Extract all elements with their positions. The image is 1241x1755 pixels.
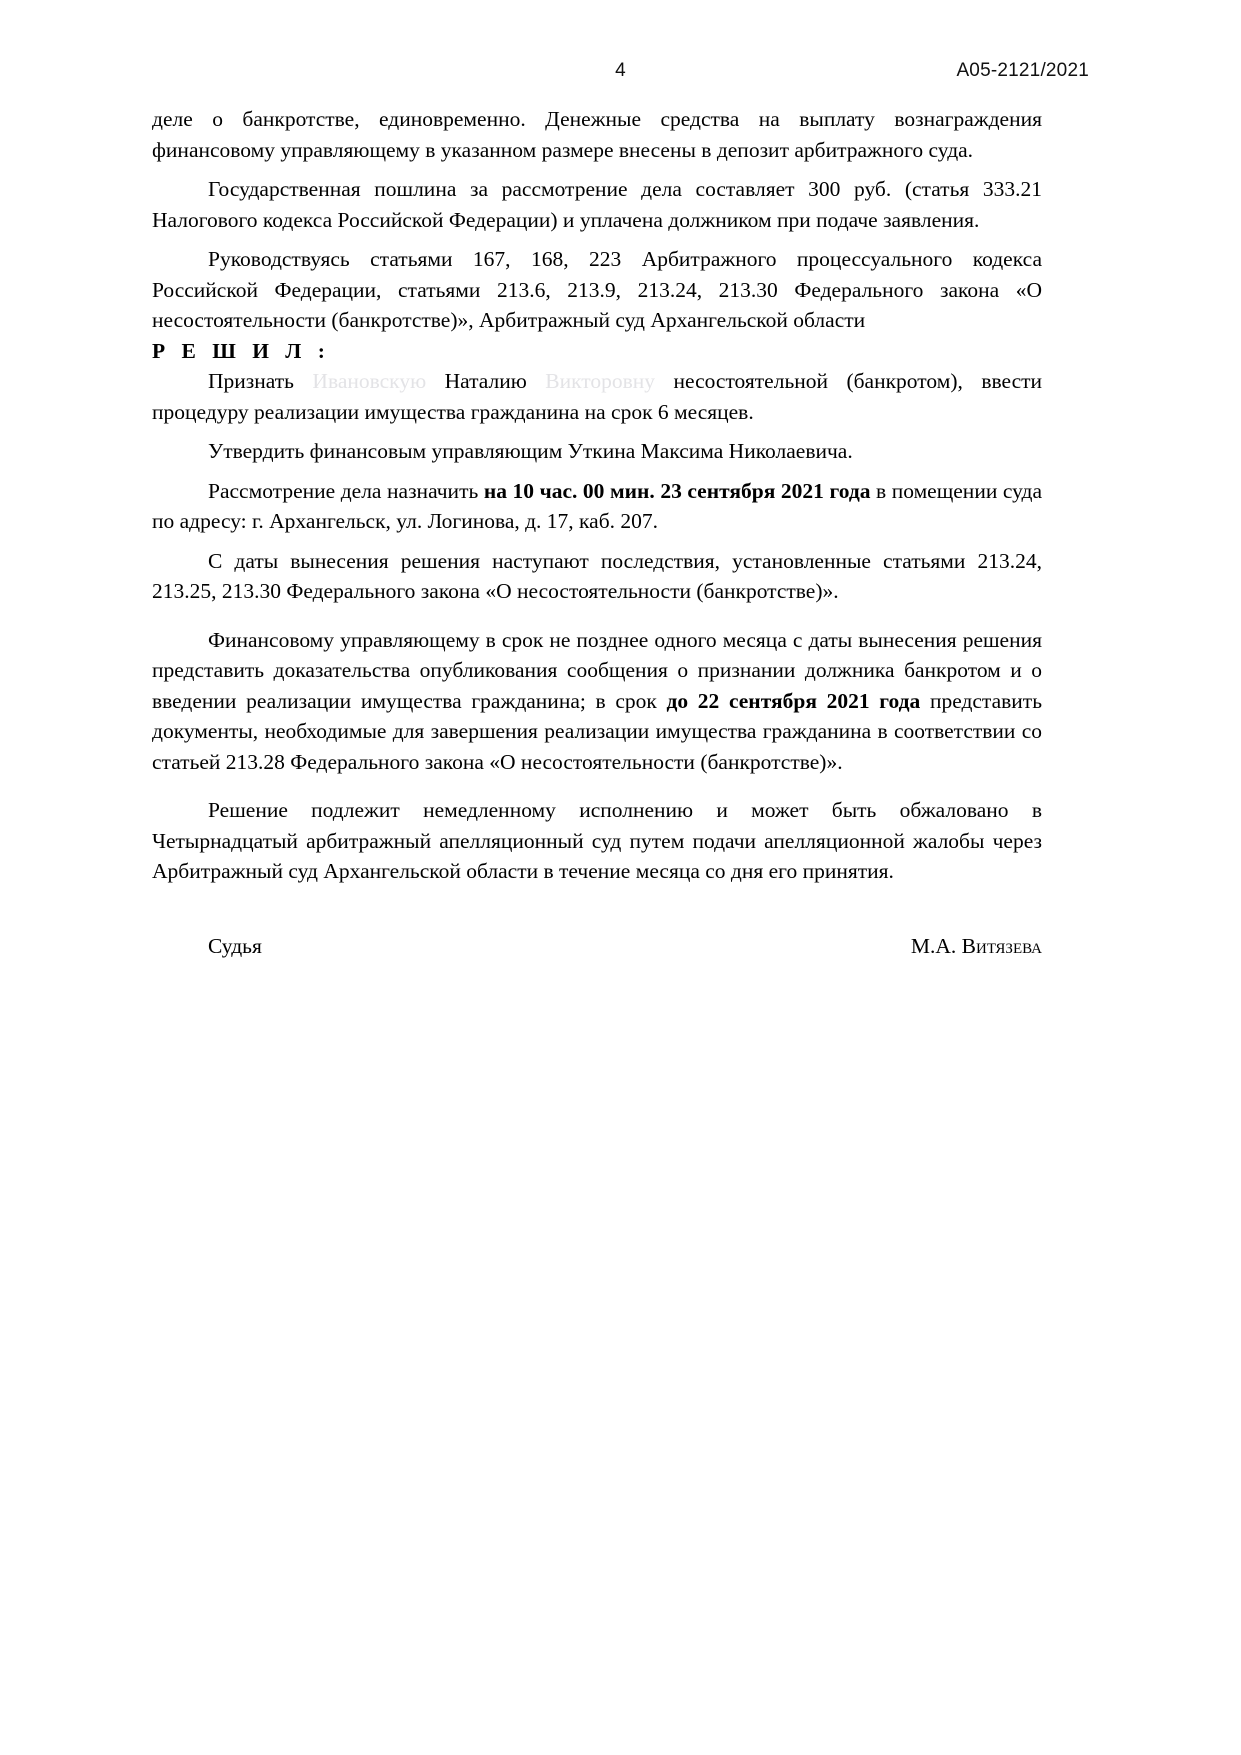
judge-role-label: Судья bbox=[208, 933, 262, 958]
declare-verb: Признать bbox=[208, 369, 294, 393]
duties-prefix: Финансовому управляющему в срок не позднее одного месяца с даты вынесения решения представить доказательства опубликования сообщения о признании должника банкротом и о введении реализации имущества гражданина; в срок bbox=[152, 627, 1042, 713]
paragraph-text: Утвердить финансовым управляющим Уткина Максима Николаевича. bbox=[208, 439, 853, 463]
hearing-location: в помещении суда по адресу: г. Архангельск, ул. Логинова, д. 17, каб. 207. bbox=[152, 478, 1043, 533]
redacted-surname: Ивановскую bbox=[312, 369, 427, 393]
paragraph-text: Руководствуясь статьями 167, 168, 223 Арбитражного процессуального кодекса Российской Федерации, статьями 213.6, 213.9, 213.24, 213.30 Федерального закона «О несостоятельности (банкротстве)», Арбитражный суд Архангельской области bbox=[152, 247, 1042, 332]
paragraph-continued-remuneration bbox=[152, 104, 1042, 165]
duties-remainder: представить документы, необходимые для завершения реализации имущества гражданина в соответствии со статьей 213.28 Федерального закона «О несостоятельности (банкротстве)». bbox=[152, 688, 1042, 774]
paragraph-hearing-schedule bbox=[152, 476, 1042, 537]
paragraph-consequences bbox=[152, 546, 1042, 607]
document-body bbox=[152, 104, 1042, 963]
paragraph-legal-basis bbox=[152, 244, 1042, 336]
running-header bbox=[152, 58, 1089, 84]
paragraph-text: Решение подлежит немедленному исполнению и может быть обжаловано в Четырнадцатый арбитражный апелляционный суд путем подачи апелляционной жалобы через Арбитражный суд Архангельской области в течение месяца со дня его принятия. bbox=[152, 798, 1042, 883]
signature-block bbox=[152, 931, 1042, 963]
page-number: 4 bbox=[615, 60, 626, 81]
ruling-heading-text: Р Е Ш И Л : bbox=[152, 338, 331, 363]
debtor-first-name: Наталию bbox=[444, 369, 527, 393]
paragraph-appoint-manager bbox=[152, 436, 1042, 467]
paragraph-text: деле о банкротстве, единовременно. Денежные средства на выплату вознаграждения финансовому управляющему в указанном размере внесены в депозит арбитражного суда. bbox=[152, 107, 1042, 162]
paragraph-text: Государственная пошлина за рассмотрение дела составляет 300 руб. (статья 333.21 Налогового кодекса Российской Федерации) и уплачена должником при подаче заявления. bbox=[152, 177, 1042, 232]
hearing-prefix: Рассмотрение дела назначить bbox=[208, 478, 479, 503]
duties-deadline: до 22 сентября 2021 года bbox=[666, 688, 921, 713]
hearing-datetime: на 10 час. 00 мин. 23 сентября 2021 года bbox=[483, 478, 871, 503]
paragraph-manager-duties bbox=[152, 625, 1042, 778]
paragraph-declare-bankrupt bbox=[152, 366, 1042, 427]
redacted-patronymic: Викторовну bbox=[545, 369, 656, 393]
paragraph-appeal-procedure bbox=[152, 795, 1042, 887]
declare-remainder: несостоятельной (банкротом), ввести процедуру реализации имущества гражданина на срок 6 месяцев. bbox=[152, 369, 1043, 424]
case-number: А05-2121/2021 bbox=[956, 60, 1089, 81]
judge-name: М.А. Витязева bbox=[910, 933, 1042, 958]
ruling-heading bbox=[152, 336, 1042, 367]
paragraph-text: С даты вынесения решения наступают последствия, установленные статьями 213.24, 213.25, 213.30 Федерального закона «О несостоятельности (банкротстве)». bbox=[152, 548, 1042, 603]
paragraph-state-duty bbox=[152, 174, 1042, 235]
